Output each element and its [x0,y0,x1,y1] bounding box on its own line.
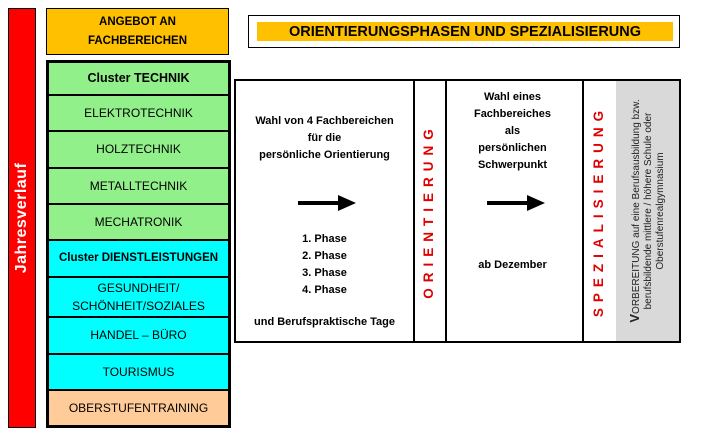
dept-label: OBERSTUFENTRAINING [68,400,209,415]
orientation-label-cell [413,79,447,343]
specialization-line5: Schwerpunkt [477,159,548,171]
specialization-line2: Fachbereiches [473,108,552,120]
dept-label: MECHATRONIK [94,214,183,229]
dept-tourismus [48,354,229,390]
preparation-line3: Oberstufenrealgymnasium [654,152,666,270]
orientation-line3: persönliche Orientierung [259,149,390,161]
dept-elektrotechnik [48,95,229,131]
specialization-cell [445,79,584,343]
phase-2: 2. Phase [302,250,347,262]
dept-cluster-dienstleistungen [48,240,229,277]
page-title-text: ORIENTIERUNGSPHASEN UND SPEZIALISIERUNG [288,23,642,40]
offer-header-line2: FACHBEREICHEN [87,34,188,47]
orientation-line2: für die [307,132,342,144]
specialization-line4: persönlichen [478,142,547,154]
phase-3: 3. Phase [302,267,347,279]
dept-gesundheit-schoenheit-soziales [48,277,229,317]
dept-label: METALLTECHNIK [89,178,188,193]
specialization-label-cell [582,79,618,343]
arrow-right-icon [487,193,547,213]
dept-label-line1: GESUNDHEIT/ [97,281,180,295]
page-title [257,22,673,41]
preparation-caps: ORBEREITUNG [630,240,642,314]
specialization-line3: als [504,125,521,137]
specialization-line1: Wahl eines [483,91,542,103]
preparation-text [626,91,667,331]
orientation-cell [234,79,415,343]
preparation-cell [616,79,681,343]
orientation-label: ORIENTIERUNG [421,123,436,299]
dept-label: Cluster DIENSTLEISTUNGEN [58,251,219,264]
offer-header [46,8,229,55]
dept-label-line2: SCHÖNHEIT/SOZIALES [72,299,205,313]
orientation-line1: Wahl von 4 Fachbereichen [255,115,394,127]
phase-1: 1. Phase [302,233,347,245]
dept-cluster-technik [48,62,229,95]
dept-holztechnik [48,131,229,168]
arrow-right-icon [298,193,358,213]
dept-label: Cluster TECHNIK [87,70,190,85]
preparation-line1: auf eine Berufsausbildung bzw. [630,99,642,241]
dept-label: ELEKTROTECHNIK [84,105,193,120]
dept-handel-buero [48,317,229,354]
specialization-label: SPEZIALISIERUNG [591,104,606,318]
dept-mechatronik [48,204,229,240]
timeline-label: Jahresverlauf [13,162,30,274]
dept-label: TOURISMUS [102,364,175,379]
offer-header-line1: ANGEBOT AN [99,16,176,29]
preparation-line2: berufsbildende mittlere / höhere Schule oder [642,112,654,310]
phase-4: 4. Phase [302,284,347,296]
dept-metalltechnik [48,168,229,204]
dept-label: HANDEL – BÜRO [90,328,187,343]
orientation-footer: und Berufspraktische Tage [254,316,395,328]
timeline-bar [8,8,36,428]
dept-label: HOLZTECHNIK [96,142,181,157]
dept-oberstufentraining [48,390,229,426]
preparation-cap: V [626,313,642,323]
specialization-timing: ab Dezember [478,259,547,271]
